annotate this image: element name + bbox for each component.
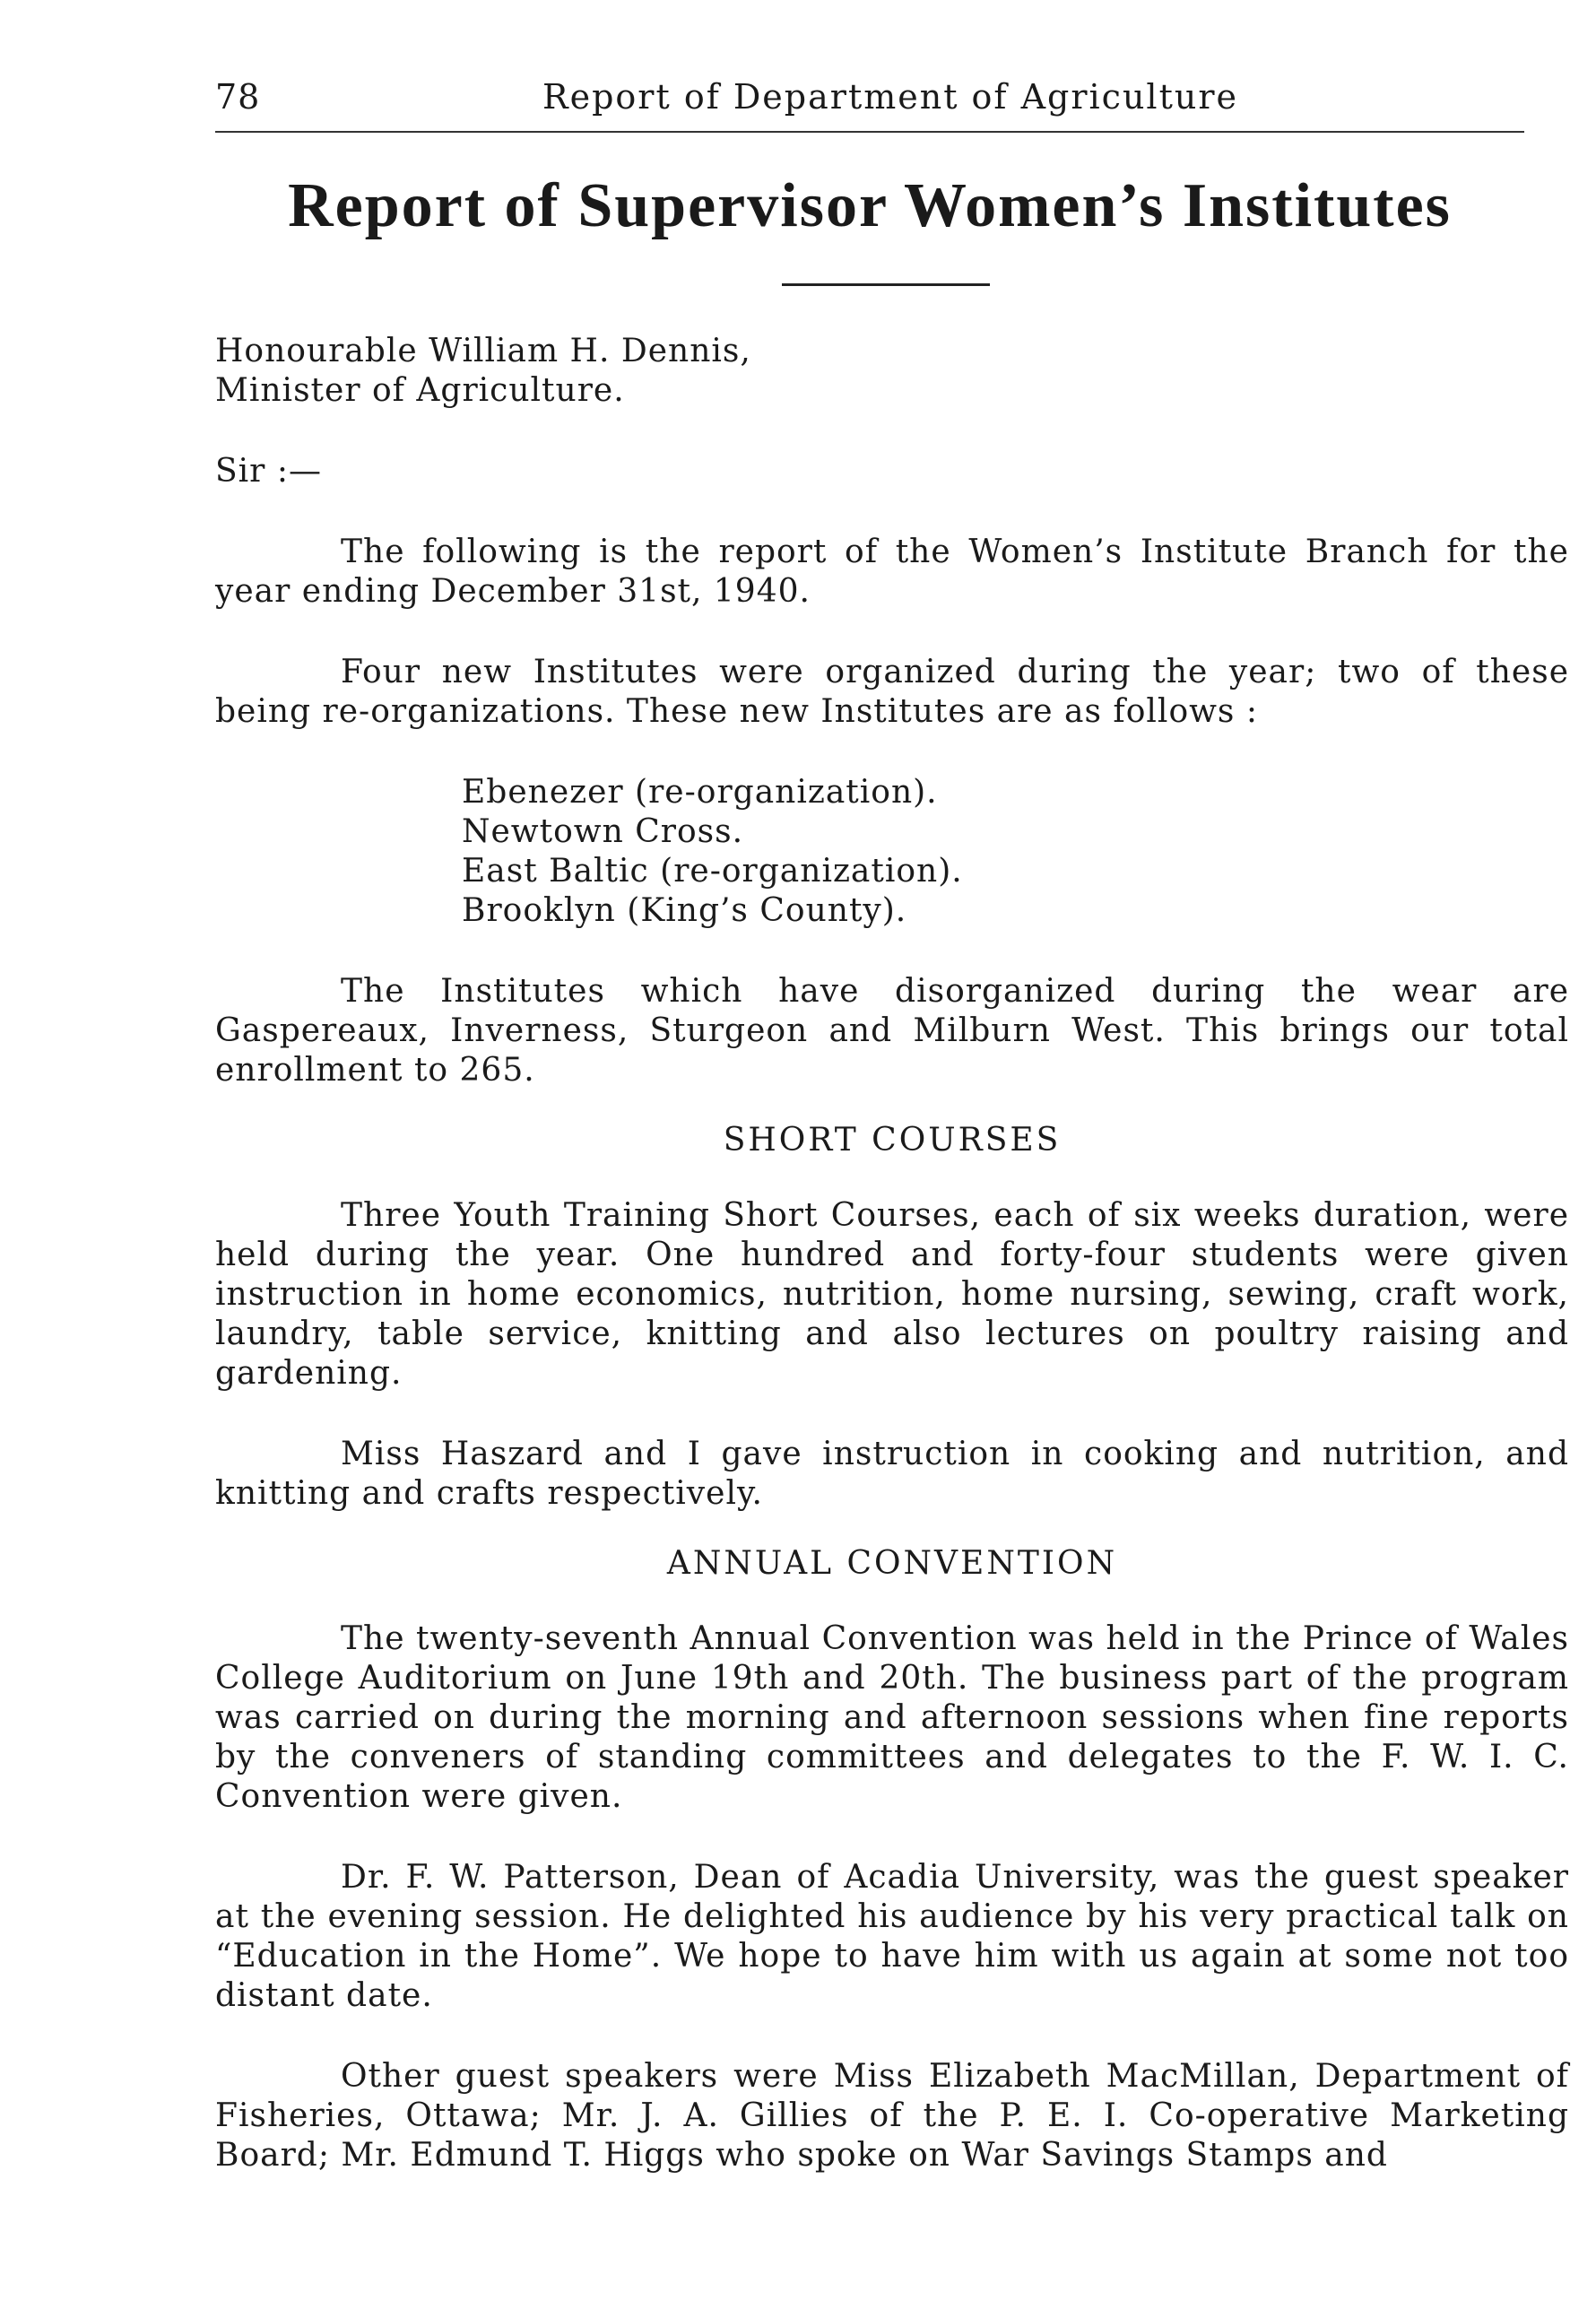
paragraph-guest-speaker: Dr. F. W. Patterson, Dean of Acadia University, was the guest speaker at the evening session. He delighted his audience by his very practical talk on “Education in the Home”. We hope to have him with us again at some not too distant date. bbox=[215, 1859, 1569, 2014]
header-rule bbox=[215, 131, 1524, 133]
report-body bbox=[215, 332, 1569, 2175]
salutation: Sir :— bbox=[215, 453, 322, 490]
section-heading-short-courses: SHORT COURSES bbox=[723, 1122, 1062, 1159]
paragraph-report-intro: The following is the report of the Women’s Institute Branch for the year ending December 31st, 1940. bbox=[215, 534, 1569, 610]
paragraph-new-institutes: Four new Institutes were organized during the year; two of these being re-organizations. These new Institutes are as follows : bbox=[215, 654, 1569, 730]
address-line-2: Minister of Agriculture. bbox=[215, 372, 625, 409]
page-number: 78 bbox=[215, 77, 261, 117]
address-block bbox=[215, 332, 1569, 411]
list-item: Newtown Cross. bbox=[462, 813, 744, 850]
list-item: East Baltic (re-organization). bbox=[462, 853, 963, 890]
paragraph-convention: The twenty-seventh Annual Convention was held in the Prince of Wales College Auditorium on June 19th and 20th. The business part of the program was carried on during the morning and afternoon sessions when fine reports by the conveners of standing committees and delegates to the F. W. I. C. Convention were given. bbox=[215, 1620, 1569, 1815]
running-head bbox=[215, 77, 1524, 127]
list-item: Ebenezer (re-organization). bbox=[462, 774, 938, 811]
report-title: Report of Supervisor Women’s Institutes bbox=[288, 171, 1452, 240]
address-line-1: Honourable William H. Dennis, bbox=[215, 333, 751, 369]
paragraph-other-speakers: Other guest speakers were Miss Elizabeth MacMillan, Department of Fisheries, Ottawa; Mr. J. A. Gillies of the P. E. I. Co-operative Marketing Board; Mr. Edmund T. Higgs who spoke on War Savings Stamps and bbox=[215, 2058, 1569, 2174]
paragraph-disorganized: The Institutes which have disorganized during the wear are Gaspereaux, Inverness, Sturgeon and Milburn West. This brings our total enrollment to 265. bbox=[215, 973, 1569, 1089]
paragraph-short-courses: Three Youth Training Short Courses, each of six weeks duration, were held during the year. One hundred and forty-four students were given instruction in home economics, nutrition, home nursing, sewing, craft work, laundry, table service, knitting and also lectures on poultry raising and gardening. bbox=[215, 1197, 1569, 1392]
running-title: Report of Department of Agriculture bbox=[542, 77, 1238, 117]
list-item: Brooklyn (King’s County). bbox=[462, 892, 907, 929]
section-heading-annual-convention: ANNUAL CONVENTION bbox=[666, 1545, 1118, 1582]
paragraph-instruction: Miss Haszard and I gave instruction in cooking and nutrition, and knitting and crafts respectively. bbox=[215, 1436, 1569, 1512]
new-institutes-list bbox=[215, 773, 1569, 931]
title-rule bbox=[782, 283, 990, 286]
